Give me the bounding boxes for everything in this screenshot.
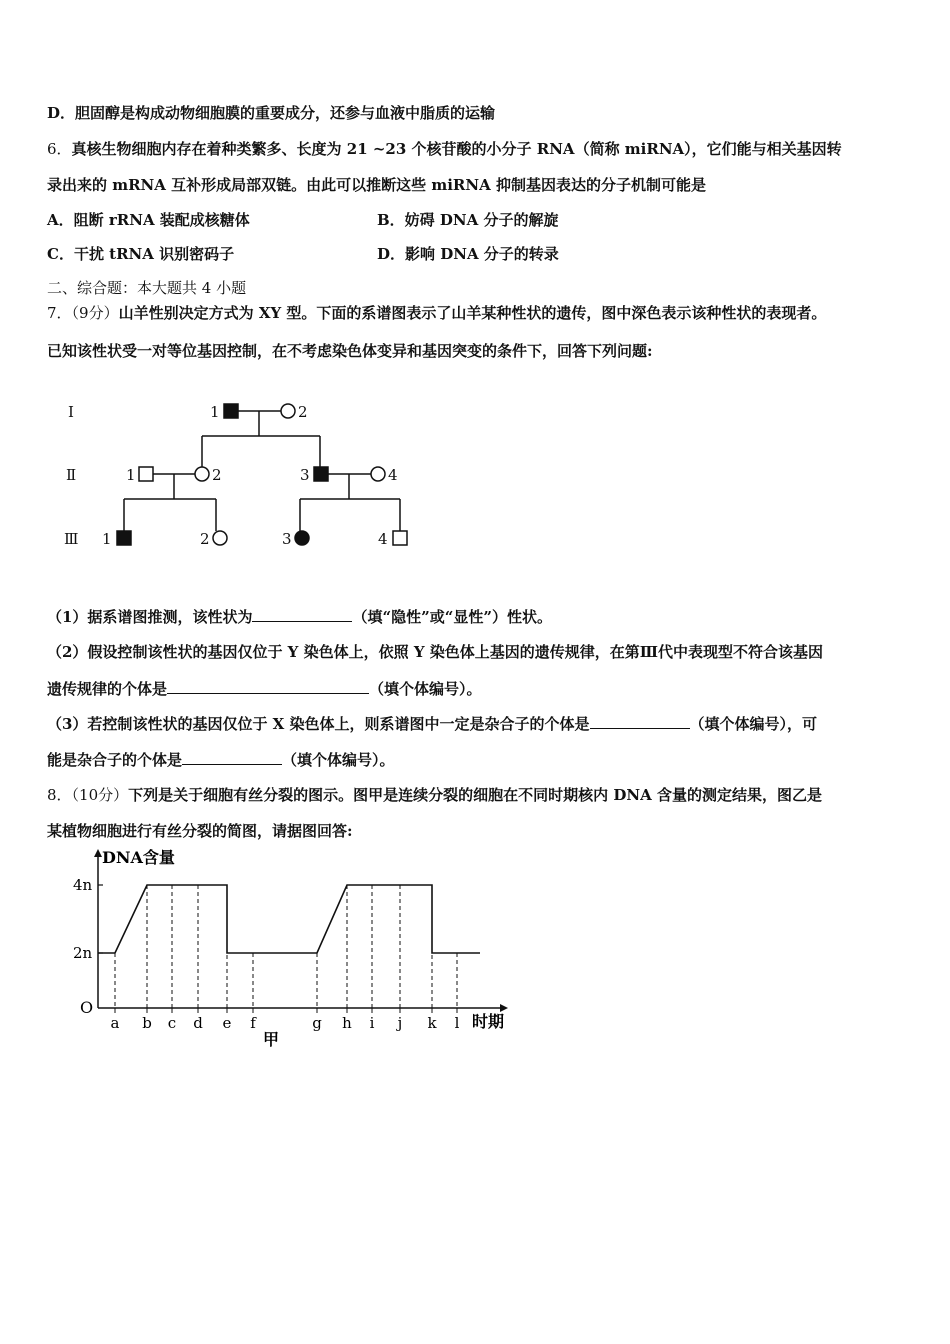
q6-stem: 真核生物细胞内存在着种类繁多、长度为 21 ~23 个核苷酸的小分子 RNA（简称 miRNA），它们能与相关基因转	[71, 140, 842, 158]
q7-sub2-line2	[47, 678, 482, 699]
q7-sub1-text: （1）据系谱图推测，该性状为	[47, 608, 253, 626]
q8-score: （10分）	[71, 786, 129, 804]
pedigree-II1-male	[139, 467, 153, 481]
x-tick-label-g: g	[312, 1014, 322, 1032]
pedigree-II4-female	[371, 467, 385, 481]
label-III4: 4	[378, 530, 388, 548]
pedigree-III4-male	[393, 531, 407, 545]
q7-stem: 山羊性别决定方式为 XY 型。下面的系谱图表示了山羊某种性状的遗传，图中深色表示该种性状的表现者。	[118, 304, 827, 322]
label-I1: 1	[210, 403, 220, 421]
q6-stem-line2: 录出来的 mRNA 互补形成局部双链。由此可以推断这些 miRNA 抑制基因表达的分子机制可能是	[47, 176, 706, 194]
q7-sub3-line1	[47, 713, 817, 734]
pedigree-chart	[60, 390, 440, 560]
q7-sub3-tail2: （填个体编号）。	[282, 751, 395, 769]
q6-option-c: C．干扰 tRNA 识别密码子	[47, 245, 235, 263]
pedigree-III3-affected-female	[295, 531, 309, 545]
y-axis-label: DNA含量	[102, 848, 175, 867]
origin-label: O	[80, 998, 94, 1017]
q5-option-d: D．胆固醇是构成动物细胞膜的重要成分，还参与血液中脂质的运输	[47, 104, 496, 122]
y-axis-arrow	[94, 849, 102, 857]
label-II1: 1	[126, 466, 136, 484]
q7-score: （9分）	[71, 304, 119, 322]
label-II3: 3	[300, 466, 310, 484]
q7-sub3-blank1[interactable]	[590, 714, 690, 729]
q6-option-b: B．妨碍 DNA 分子的解旋	[377, 211, 559, 229]
dna-content-chart	[60, 845, 530, 1055]
pedigree-I1-affected-male	[224, 404, 238, 418]
q6-stem-line1	[47, 138, 842, 159]
x-tick-label-i: i	[369, 1014, 375, 1032]
q7-sub1	[47, 606, 552, 627]
q7-stem-line2: 已知该性状受一对等位基因控制，在不考虑染色体变异和基因突变的条件下，回答下列问题:	[47, 342, 653, 360]
pedigree-I2-female	[281, 404, 295, 418]
x-tick-label-f: f	[250, 1014, 256, 1032]
gen-label-II: Ⅱ	[66, 466, 77, 484]
q6-option-d: D．影响 DNA 分子的转录	[377, 245, 559, 263]
q7-sub3-blank2[interactable]	[182, 750, 282, 765]
x-tick-label-h: h	[342, 1014, 352, 1032]
label-II2: 2	[212, 466, 222, 484]
x-tick-label-c: c	[167, 1014, 177, 1032]
q7-sub3-line2	[47, 749, 395, 770]
q8-stem-line1	[47, 784, 822, 805]
gen-label-I: Ⅰ	[68, 403, 74, 421]
x-axis-arrow	[500, 1004, 508, 1012]
label-III3: 3	[282, 530, 292, 548]
q7-sub2-line1: （2）假设控制该性状的基因仅位于 Y 染色体上，依照 Y 染色体上基因的遗传规律，在第Ⅲ代中表现型不符合该基因	[47, 643, 824, 661]
x-tick-label-l: l	[454, 1014, 460, 1032]
section-heading: 二、综合题：本大题共 4 小题	[47, 279, 247, 297]
chart-caption: 甲	[263, 1030, 280, 1049]
q7-sub1-blank[interactable]	[252, 607, 352, 622]
label-I2: 2	[298, 403, 308, 421]
q6-option-a: A．阻断 rRNA 装配成核糖体	[47, 211, 250, 229]
gen-label-III: Ⅲ	[64, 530, 79, 548]
q7-sub1-tail: （填“隐性”或“显性”）性状。	[352, 608, 552, 626]
q7-sub2-tail: （填个体编号）。	[369, 680, 482, 698]
pedigree-II3-affected-male	[314, 467, 328, 481]
q7-sub2-blank[interactable]	[167, 679, 369, 694]
label-III1: 1	[102, 530, 112, 548]
y-tick-label-2n: 2n	[73, 944, 93, 962]
q6-number: 6．	[47, 140, 72, 158]
q8-stem-line2: 某植物细胞进行有丝分裂的简图，请据图回答:	[47, 822, 353, 840]
x-tick-label-d: d	[193, 1014, 203, 1032]
x-tick-label-a: a	[110, 1014, 120, 1032]
x-tick-label-b: b	[142, 1014, 152, 1032]
q7-number: 7．	[47, 304, 72, 322]
pedigree-III2-female	[213, 531, 227, 545]
q8-number: 8．	[47, 786, 72, 804]
pedigree-II2-female	[195, 467, 209, 481]
y-tick-label-4n: 4n	[73, 876, 93, 894]
q8-stem: 下列是关于细胞有丝分裂的图示。图甲是连续分裂的细胞在不同时期核内 DNA 含量的测定结果，图乙是	[128, 786, 822, 804]
q7-stem-line1	[47, 302, 826, 323]
label-II4: 4	[388, 466, 398, 484]
q7-sub2-text: 遗传规律的个体是	[47, 680, 168, 698]
x-tick-label-j: j	[397, 1014, 403, 1032]
q7-sub3-text: （3）若控制该性状的基因仅位于 X 染色体上，则系谱图中一定是杂合子的个体是	[47, 715, 590, 733]
x-tick-label-e: e	[222, 1014, 232, 1032]
x-tick-label-k: k	[427, 1014, 437, 1032]
label-III2: 2	[200, 530, 210, 548]
dna-content-line	[98, 885, 480, 953]
q7-sub3-tail: （填个体编号），可	[689, 715, 818, 733]
pedigree-III1-affected-male	[117, 531, 131, 545]
q7-sub3-text2: 能是杂合子的个体是	[47, 751, 183, 769]
x-axis-label: 时期	[472, 1012, 505, 1031]
